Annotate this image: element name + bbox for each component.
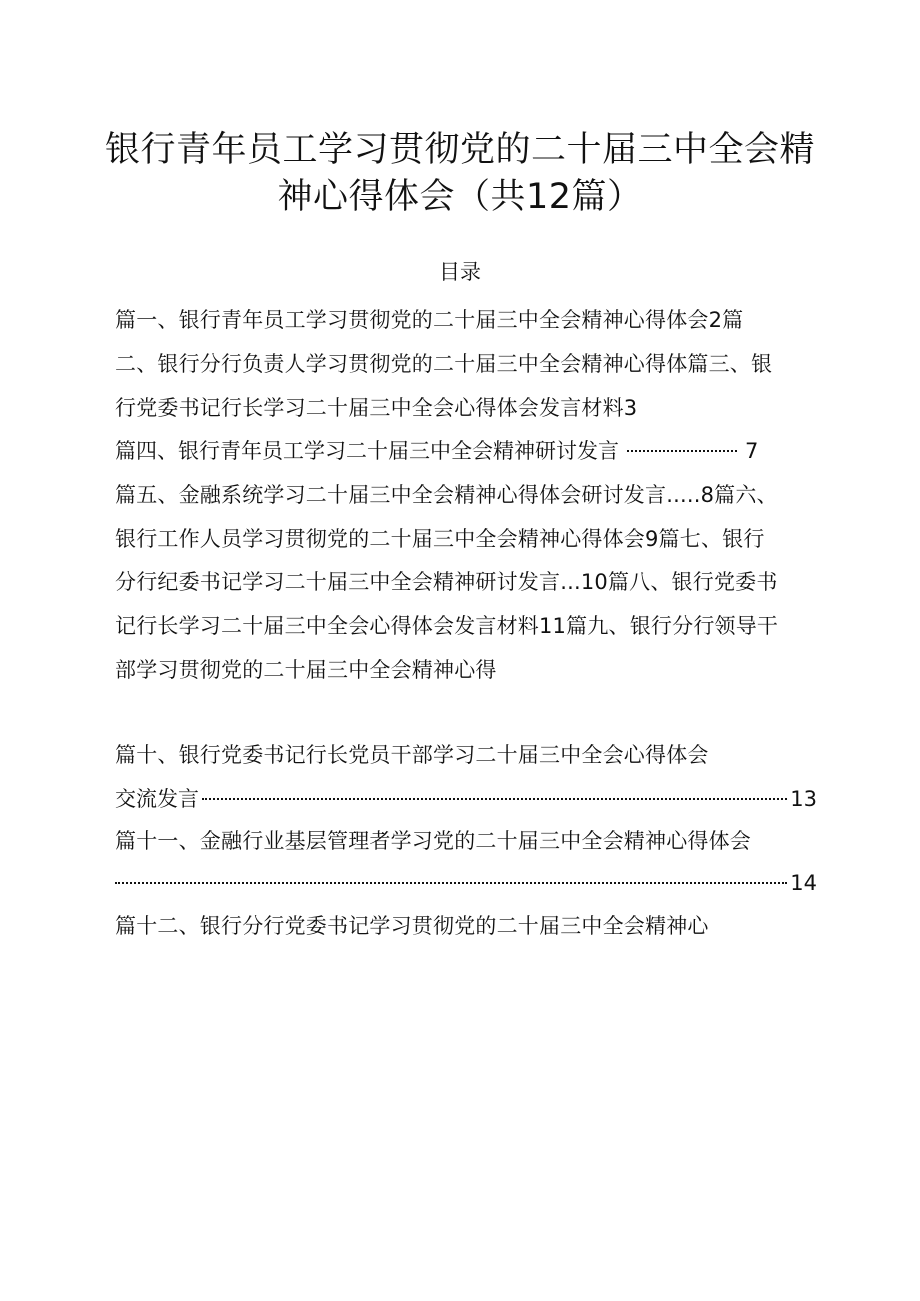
toc-line: 分行纪委书记学习二十届三中全会精神研讨发言...10篇八、银行党委书 [115,570,778,594]
toc-entry-4-text: 篇四、银行青年员工学习二十届三中全会精神研讨发言 [115,439,619,463]
document-title-line-2: 神心得体会（共12篇） [277,177,643,217]
toc-line: 行党委书记行长学习二十届三中全会心得体会发言材料3 [115,396,638,420]
toc-entry-4-page: 7 [745,439,759,463]
toc-line: 部学习贯彻党的二十届三中全会精神心得 [115,658,497,682]
toc-line: 篇十一、金融行业基层管理者学习党的二十届三中全会精神心得体会 [115,829,751,853]
toc-line: 二、银行分行负责人学习贯彻党的二十届三中全会精神心得体篇三、银 [115,352,773,376]
toc-entry-10-page: 13 [790,787,817,811]
toc-entry-10-cont-text: 交流发言 [115,787,199,811]
toc-line: 记行长学习二十届三中全会心得体会发言材料11篇九、银行分行领导干 [115,614,779,638]
leader-dots [202,798,787,800]
toc-heading: 目录 [439,260,481,284]
toc-line: 篇五、金融系统学习二十届三中全会精神心得体会研讨发言.....8篇六、 [115,483,778,507]
toc-entry-10-continued [115,784,817,814]
toc-entry-11-page: 14 [790,871,817,895]
leader-dots [115,882,787,884]
toc-entry-11-leader [115,868,817,898]
leader-dots [627,450,737,452]
document-title-line-1: 银行青年员工学习贯彻党的二十届三中全会精 [104,130,815,170]
toc-line: 篇一、银行青年员工学习贯彻党的二十届三中全会精神心得体会2篇 [115,308,744,332]
toc-entry-4 [115,436,817,466]
toc-line: 银行工作人员学习贯彻党的二十届三中全会精神心得体会9篇七、银行 [115,527,765,551]
toc-line: 篇十二、银行分行党委书记学习贯彻党的二十届三中全会精神心 [115,914,709,938]
toc-line: 篇十、银行党委书记行长党员干部学习二十届三中全会心得体会 [115,743,709,767]
